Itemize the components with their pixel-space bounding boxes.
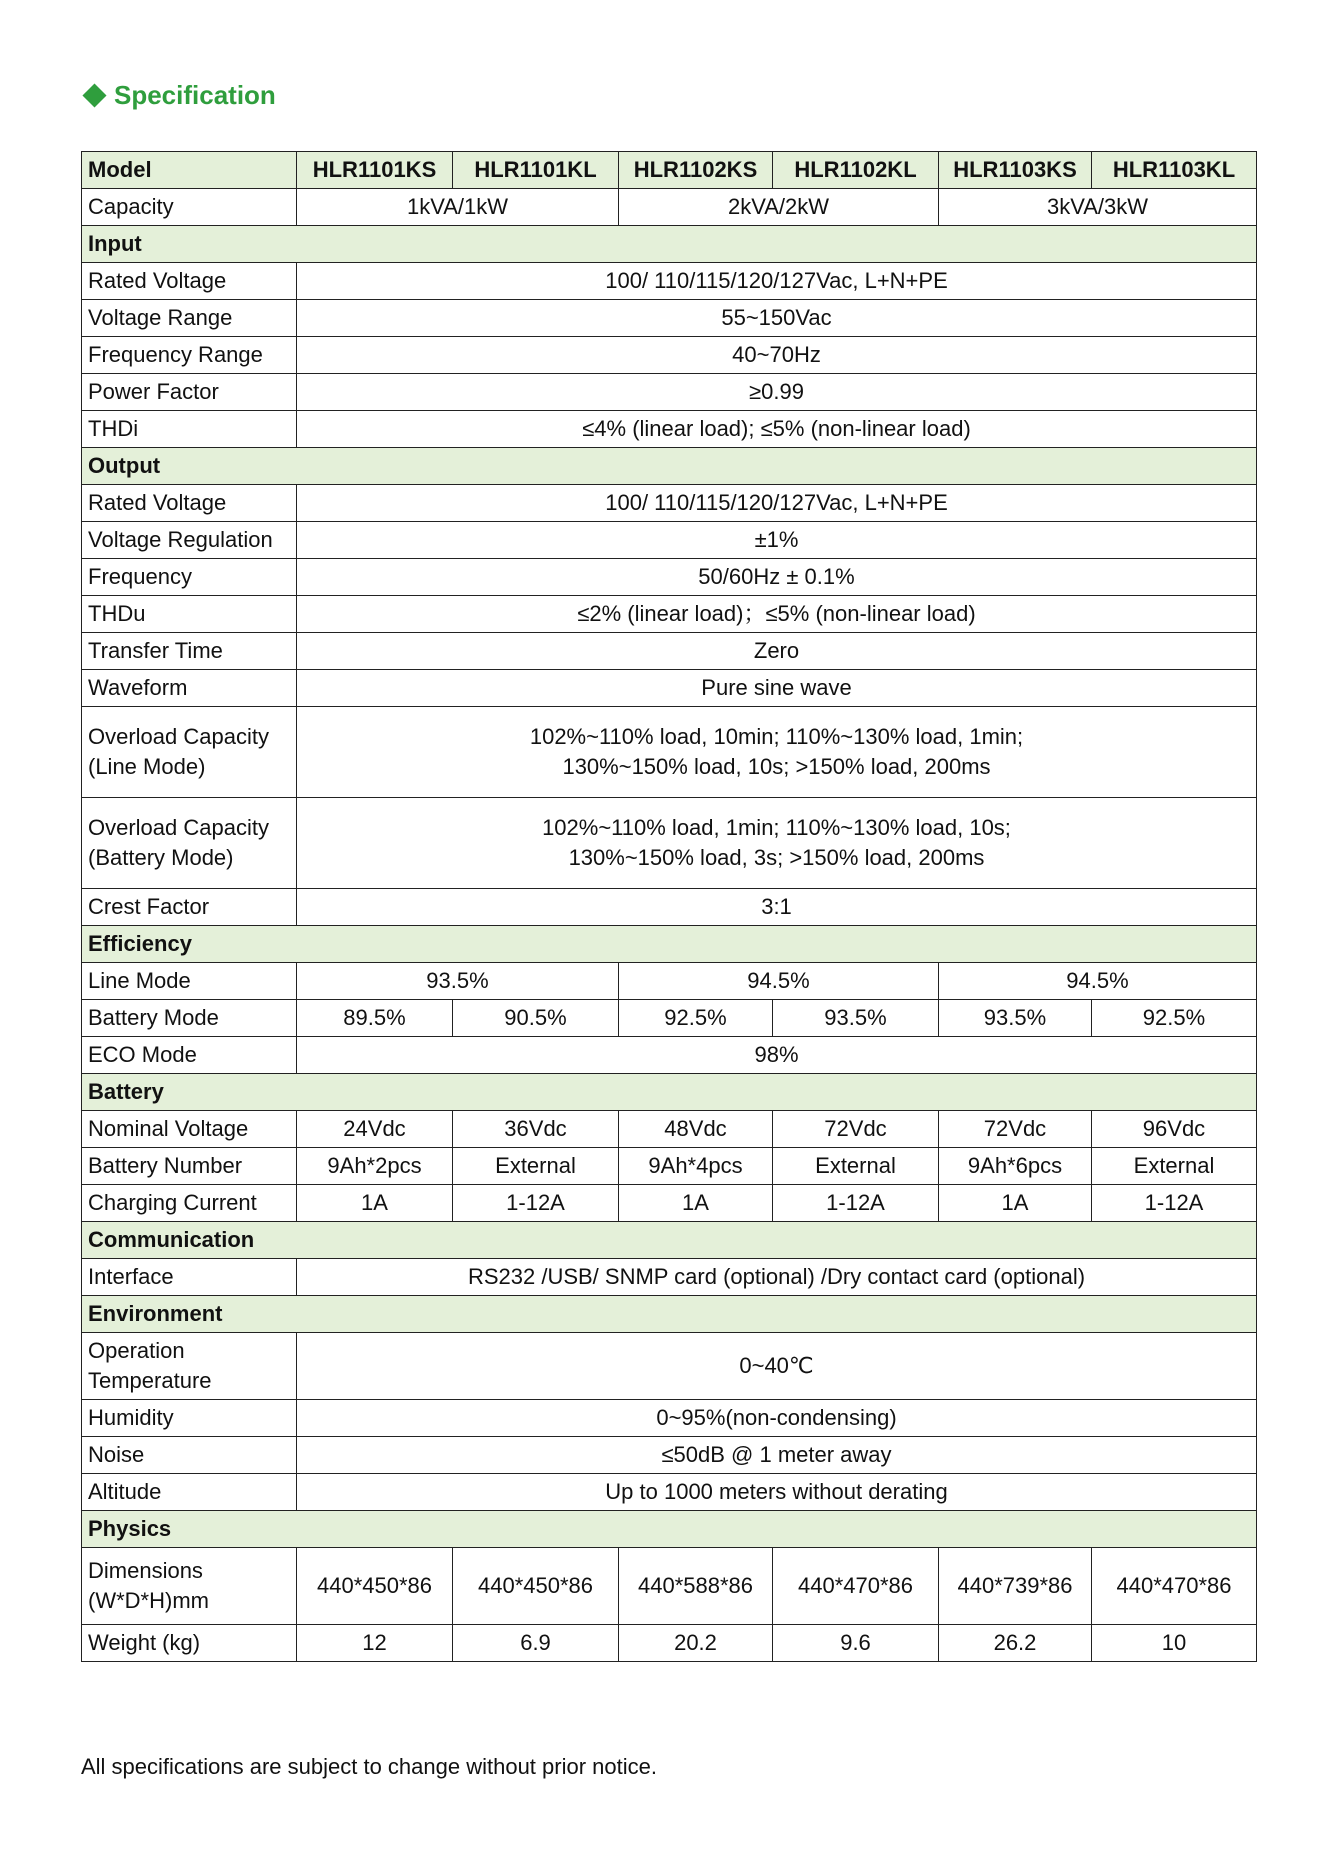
row-label-line: Dimensions xyxy=(88,1558,203,1584)
row-value: Pure sine wave xyxy=(297,670,1257,707)
section-title: Environment xyxy=(82,1296,1257,1333)
table-row xyxy=(82,300,1257,337)
row-label: Model xyxy=(82,152,297,189)
model-cell: HLR1101KS xyxy=(297,152,453,189)
table-row xyxy=(82,1259,1257,1296)
row-label: Waveform xyxy=(82,670,297,707)
row-value: 48Vdc xyxy=(619,1111,773,1148)
row-value: 0~40℃ xyxy=(297,1333,1257,1400)
section-title: Output xyxy=(82,448,1257,485)
model-cell: HLR1103KL xyxy=(1092,152,1257,189)
row-label: Frequency xyxy=(82,559,297,596)
row-value: 1-12A xyxy=(1092,1185,1257,1222)
capacity-value: 3kVA/3kW xyxy=(939,189,1257,226)
row-value xyxy=(297,798,1257,889)
row-label: Nominal Voltage xyxy=(82,1111,297,1148)
row-label: Rated Voltage xyxy=(82,263,297,300)
table-row xyxy=(82,1548,1257,1625)
row-value: 55~150Vac xyxy=(297,300,1257,337)
table-row xyxy=(82,485,1257,522)
row-value: 72Vdc xyxy=(939,1111,1092,1148)
row-value: 440*450*86 xyxy=(297,1548,453,1625)
table-row xyxy=(82,798,1257,889)
row-label-line: Overload Capacity xyxy=(88,815,269,841)
row-value-line: 102%~110% load, 10min; 110%~130% load, 1min; xyxy=(529,724,1024,750)
table-row xyxy=(82,411,1257,448)
table-row xyxy=(82,889,1257,926)
model-cell: HLR1101KL xyxy=(453,152,619,189)
row-label xyxy=(82,707,297,798)
page-heading-text: Specification xyxy=(114,80,276,110)
diamond-bullet-icon xyxy=(82,83,106,107)
section-row-physics xyxy=(82,1511,1257,1548)
table-row xyxy=(82,263,1257,300)
section-row-efficiency xyxy=(82,926,1257,963)
row-label: Voltage Regulation xyxy=(82,522,297,559)
row-value: 50/60Hz ± 0.1% xyxy=(297,559,1257,596)
table-row xyxy=(82,1111,1257,1148)
row-value: 92.5% xyxy=(1092,1000,1257,1037)
row-value: 1A xyxy=(297,1185,453,1222)
row-value: 20.2 xyxy=(619,1625,773,1662)
row-value: 12 xyxy=(297,1625,453,1662)
table-row xyxy=(82,1037,1257,1074)
table-row xyxy=(82,1474,1257,1511)
row-value: 93.5% xyxy=(773,1000,939,1037)
row-value-line: 102%~110% load, 1min; 110%~130% load, 10s; xyxy=(542,815,1011,841)
section-title: Communication xyxy=(82,1222,1257,1259)
row-label: Power Factor xyxy=(82,374,297,411)
row-label: Interface xyxy=(82,1259,297,1296)
row-value: 89.5% xyxy=(297,1000,453,1037)
row-label: Line Mode xyxy=(82,963,297,1000)
row-value: ≤50dB @ 1 meter away xyxy=(297,1437,1257,1474)
table-row xyxy=(82,1148,1257,1185)
row-value: 6.9 xyxy=(453,1625,619,1662)
row-value: 440*739*86 xyxy=(939,1548,1092,1625)
row-value xyxy=(297,707,1257,798)
row-label: THDi xyxy=(82,411,297,448)
row-value: 9Ah*6pcs xyxy=(939,1148,1092,1185)
section-title: Input xyxy=(82,226,1257,263)
row-label: Battery Mode xyxy=(82,1000,297,1037)
table-row xyxy=(82,963,1257,1000)
row-label: Altitude xyxy=(82,1474,297,1511)
row-value: RS232 /USB/ SNMP card (optional) /Dry contact card (optional) xyxy=(297,1259,1257,1296)
table-row xyxy=(82,1625,1257,1662)
row-label: Battery Number xyxy=(82,1148,297,1185)
row-label: Voltage Range xyxy=(82,300,297,337)
row-value: 98% xyxy=(297,1037,1257,1074)
row-label: Noise xyxy=(82,1437,297,1474)
row-value: Up to 1000 meters without derating xyxy=(297,1474,1257,1511)
section-row-communication xyxy=(82,1222,1257,1259)
section-title: Efficiency xyxy=(82,926,1257,963)
row-value-line: 130%~150% load, 3s; >150% load, 200ms xyxy=(568,845,985,870)
footnote: All specifications are subject to change without prior notice. xyxy=(81,1754,657,1779)
row-value: External xyxy=(773,1148,939,1185)
row-value: 9Ah*2pcs xyxy=(297,1148,453,1185)
row-value: 94.5% xyxy=(939,963,1257,1000)
capacity-value: 2kVA/2kW xyxy=(619,189,939,226)
row-value: 1-12A xyxy=(453,1185,619,1222)
row-value: 92.5% xyxy=(619,1000,773,1037)
row-value: 24Vdc xyxy=(297,1111,453,1148)
row-value: 26.2 xyxy=(939,1625,1092,1662)
row-value: 72Vdc xyxy=(773,1111,939,1148)
row-label: Rated Voltage xyxy=(82,485,297,522)
table-row xyxy=(82,337,1257,374)
table-row xyxy=(82,1437,1257,1474)
row-value: 440*450*86 xyxy=(453,1548,619,1625)
row-value: ≤4% (linear load); ≤5% (non-linear load) xyxy=(297,411,1257,448)
table-header-row xyxy=(82,152,1257,189)
row-label-line: Operation xyxy=(88,1338,185,1364)
row-value: 10 xyxy=(1092,1625,1257,1662)
table-row xyxy=(82,1333,1257,1400)
table-row xyxy=(82,189,1257,226)
row-value: ≥0.99 xyxy=(297,374,1257,411)
row-label: Transfer Time xyxy=(82,633,297,670)
row-value: 93.5% xyxy=(939,1000,1092,1037)
row-value: 440*470*86 xyxy=(773,1548,939,1625)
table-row xyxy=(82,670,1257,707)
row-value: Zero xyxy=(297,633,1257,670)
row-label: Charging Current xyxy=(82,1185,297,1222)
row-label-line: Temperature xyxy=(88,1368,212,1393)
row-value: 0~95%(non-condensing) xyxy=(297,1400,1257,1437)
row-label-line: (W*D*H)mm xyxy=(88,1588,209,1613)
section-row-battery xyxy=(82,1074,1257,1111)
row-label-line: Overload Capacity xyxy=(88,724,269,750)
table-row xyxy=(82,1400,1257,1437)
row-value: External xyxy=(1092,1148,1257,1185)
row-value: ≤2% (linear load)；≤5% (non-linear load) xyxy=(297,596,1257,633)
row-label: ECO Mode xyxy=(82,1037,297,1074)
row-label: Humidity xyxy=(82,1400,297,1437)
row-value: 1A xyxy=(619,1185,773,1222)
table-row xyxy=(82,707,1257,798)
table-row xyxy=(82,1000,1257,1037)
row-value-line: 130%~150% load, 10s; >150% load, 200ms xyxy=(562,754,991,779)
table-row xyxy=(82,522,1257,559)
page-heading xyxy=(82,80,276,111)
table-row xyxy=(82,633,1257,670)
row-label xyxy=(82,1548,297,1625)
specification-table xyxy=(81,151,1257,1662)
row-value: 440*470*86 xyxy=(1092,1548,1257,1625)
row-value: 1-12A xyxy=(773,1185,939,1222)
row-value: 9.6 xyxy=(773,1625,939,1662)
row-label: Capacity xyxy=(82,189,297,226)
row-value: 9Ah*4pcs xyxy=(619,1148,773,1185)
table-row xyxy=(82,559,1257,596)
row-value: 440*588*86 xyxy=(619,1548,773,1625)
model-cell: HLR1102KS xyxy=(619,152,773,189)
row-label-line: (Line Mode) xyxy=(88,754,206,779)
row-label xyxy=(82,1333,297,1400)
row-label: Frequency Range xyxy=(82,337,297,374)
section-title: Physics xyxy=(82,1511,1257,1548)
row-value: 96Vdc xyxy=(1092,1111,1257,1148)
row-value: 3:1 xyxy=(297,889,1257,926)
row-value: 90.5% xyxy=(453,1000,619,1037)
table-row xyxy=(82,596,1257,633)
row-value: 40~70Hz xyxy=(297,337,1257,374)
row-value: 93.5% xyxy=(297,963,619,1000)
row-value: 94.5% xyxy=(619,963,939,1000)
capacity-value: 1kVA/1kW xyxy=(297,189,619,226)
section-row-environment xyxy=(82,1296,1257,1333)
row-value: 1A xyxy=(939,1185,1092,1222)
section-title: Battery xyxy=(82,1074,1257,1111)
row-value: 100/ 110/115/120/127Vac, L+N+PE xyxy=(297,485,1257,522)
model-cell: HLR1102KL xyxy=(773,152,939,189)
row-label: THDu xyxy=(82,596,297,633)
row-value: 100/ 110/115/120/127Vac, L+N+PE xyxy=(297,263,1257,300)
row-value: ±1% xyxy=(297,522,1257,559)
section-row-input xyxy=(82,226,1257,263)
row-value: External xyxy=(453,1148,619,1185)
row-label: Weight (kg) xyxy=(82,1625,297,1662)
row-label: Crest Factor xyxy=(82,889,297,926)
table-row xyxy=(82,1185,1257,1222)
table-row xyxy=(82,374,1257,411)
row-value: 36Vdc xyxy=(453,1111,619,1148)
row-label-line: (Battery Mode) xyxy=(88,845,234,870)
model-cell: HLR1103KS xyxy=(939,152,1092,189)
row-label xyxy=(82,798,297,889)
section-row-output xyxy=(82,448,1257,485)
